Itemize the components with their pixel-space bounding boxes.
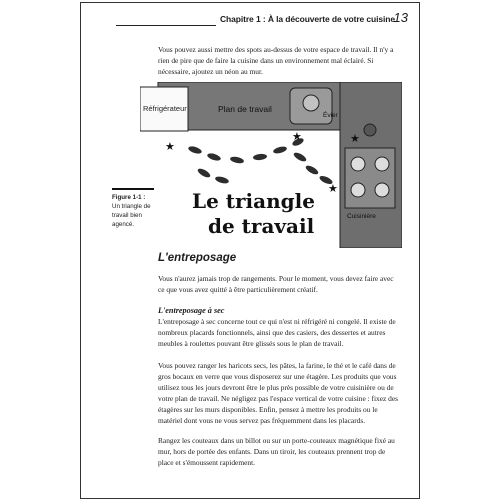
caption-rule <box>112 188 154 190</box>
footprints <box>187 137 333 186</box>
page-number: 13 <box>393 10 408 25</box>
header-rule <box>116 25 216 26</box>
sink-drain-icon <box>303 95 319 111</box>
section-paragraph: Vous n'aurez jamais trop de rangements. Pour le moment, vous devez faire avec ce que vous avez quitté à être particulièrement créatif. <box>158 274 394 294</box>
figure-caption <box>112 188 154 229</box>
figure-caption-text: Un triangle de travail bien agencé. <box>112 203 151 228</box>
star-icons <box>165 130 360 195</box>
illustration-title-line1: Le triangle <box>192 189 315 213</box>
svg-text:★: ★ <box>328 182 338 195</box>
stovetop <box>345 148 395 208</box>
burner-icon <box>351 157 365 171</box>
subsection-paragraph-3: Rangez les couteaux dans un billot ou sur un porte-couteaux magnétique fixé au mur, hors de portée des enfants. Dans un tiroir, les couteaux prennent trop de place et s'émoussent rapidement. <box>158 436 395 467</box>
intro-paragraph: Vous pouvez aussi mettre des spots au-dessus de votre espace de travail. Il n'y a rien de pire que de faire la cuisine dans un environnement mal éclairé. Si nécessaire, ajoutez un néon au mur. <box>158 45 394 76</box>
subsection-paragraph-1: L'entreposage à sec concerne tout ce qui n'est ni réfrigéré ni congelé. Il existe de nombreux placards fonctionnels, ainsi que des casiers, des dessertes et autres meubles à roulettes pouvant être glissés sous le plan de travail. <box>158 317 396 348</box>
subsection-paragraph-2: Vous pouvez ranger les haricots secs, les pâtes, la farine, le thé et le café dans de gros bocaux en verre que vous disposerez sur une étagère. Les produits que vous utilisez tous les jours devront être le plus près possible de votre cuisinière ou de votre plan de travail. Ne négligez pas l'espace vertical de votre cuisine : fixez des étagères sur les murs disponibles. Enfin, pensez à mettre les produits ou le matériel dont vous ne vous servez pas fréquemment dans les placards. <box>158 361 398 425</box>
svg-text:★: ★ <box>350 132 360 145</box>
section-title: L'entreposage <box>158 252 237 264</box>
running-header <box>116 10 408 30</box>
svg-text:★: ★ <box>165 140 175 153</box>
svg-text:★: ★ <box>292 130 302 143</box>
figure-label: Figure 1-1 : <box>112 194 146 201</box>
burner-icon <box>375 183 389 197</box>
illustration-title-line2: de travail <box>208 214 315 238</box>
pot-icon <box>364 124 376 136</box>
workspace-label: Plan de travail <box>218 104 272 114</box>
refrigerator-label: Réfrigérateur <box>143 104 187 113</box>
chapter-title: Chapitre 1 : À la découverte de votre cuisine <box>220 14 396 24</box>
burner-icon <box>351 183 365 197</box>
stove-label: Cuisinière <box>347 213 376 220</box>
subsection-title: L'entreposage à sec <box>158 306 225 315</box>
work-triangle-illustration <box>140 82 402 248</box>
burner-icon <box>375 157 389 171</box>
sink-label: Évier <box>323 112 338 119</box>
